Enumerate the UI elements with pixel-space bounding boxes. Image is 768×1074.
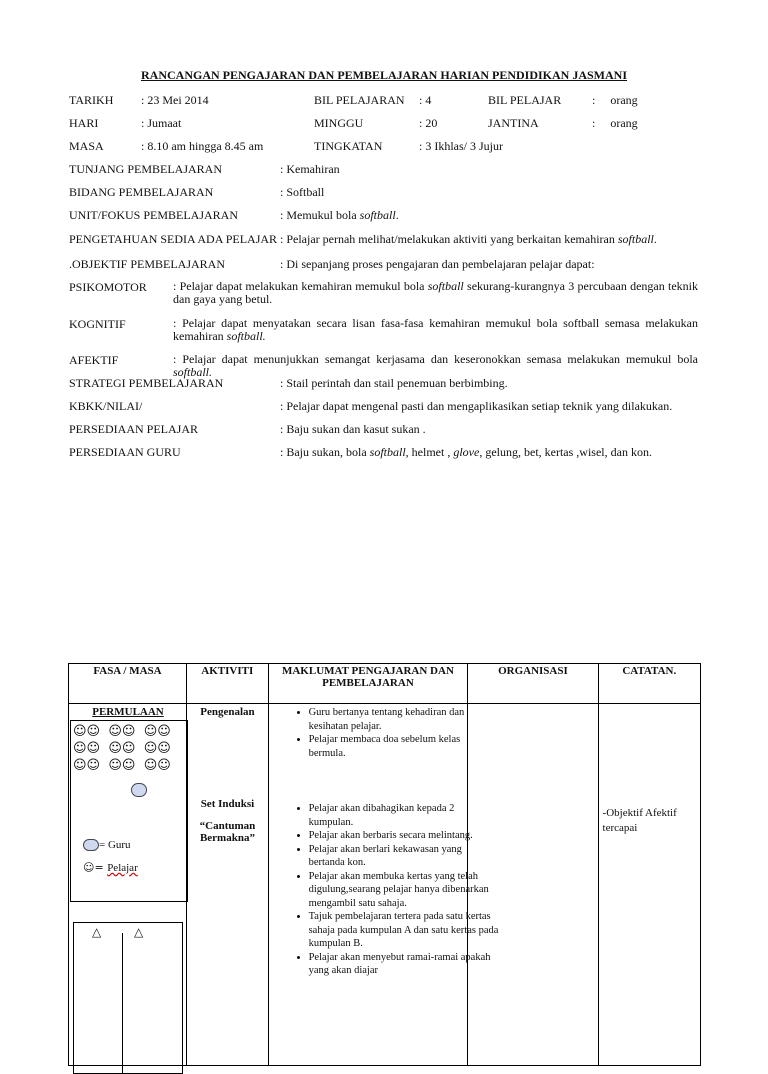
- table-row: [69, 704, 701, 1066]
- teacher-legend-icon: [83, 839, 99, 851]
- strategi-value: : Stail perintah dan stail penemuan berbimbing.: [280, 376, 508, 390]
- afektif-italic: softball.: [173, 365, 213, 379]
- persediaan-guru-italic-2: glove: [453, 445, 480, 459]
- catatan-cell: [598, 704, 700, 1066]
- header-organisasi: ORGANISASI: [468, 664, 598, 704]
- afektif-label: AFEKTIF: [69, 353, 119, 367]
- tarikh-value: : 23 Mei 2014: [141, 93, 209, 107]
- psikomotor-value: [173, 280, 698, 306]
- organisasi-cell: [468, 704, 598, 1066]
- persediaan-guru-text-c: , gelung, bet, kertas ,wisel, dan kon.: [479, 445, 652, 459]
- masa-value: : 8.10 am hingga 8.45 am: [141, 139, 264, 153]
- tunjang-label: TUNJANG PEMBELAJARAN: [69, 162, 223, 176]
- psikomotor-label: PSIKOMOTOR: [69, 280, 147, 294]
- bil-pelajaran-label: BIL PELAJARAN: [314, 93, 405, 107]
- persediaan-pelajar-value: : Baju sukan dan kasut sukan .: [280, 422, 426, 436]
- document-title: RANCANGAN PENGAJARAN DAN PEMBELAJARAN HARIAN PENDIDIKAN JASMANI: [141, 68, 627, 82]
- hari-value: : Jumaat: [141, 116, 182, 130]
- bil-pelajar-value: : orang: [592, 93, 638, 107]
- afektif-text: : Pelajar dapat menunjukkan semangat kerjasama dan keseronokkan semasa melakukan memukul bola: [173, 352, 698, 366]
- persediaan-guru-text-a: : Baju sukan, bola: [280, 445, 370, 459]
- table-header-row: [69, 664, 701, 704]
- list-item: • Pelajar akan menyebut ramai-ramai apakah yang akan diajar: [309, 951, 499, 978]
- phase-label: PERMULAAN: [92, 706, 164, 718]
- activity-cantuman: “Cantuman Bermakna”: [199, 820, 256, 844]
- list-item: • Pelajar akan membuka kertas yang telah digulung,searang pelajar hanya dibenarkan mengambil satu sahaja.: [309, 870, 499, 911]
- kognitif-label: KOGNITIF: [69, 317, 126, 331]
- induksi-list: [269, 802, 499, 978]
- objektif-value: : Di sepanjang proses pengajaran dan pembelajaran pelajar dapat:: [280, 257, 595, 271]
- activity-set-induksi: Set Induksi: [200, 798, 255, 810]
- fasa-cell: [69, 704, 187, 1066]
- activity-pengenalan: Pengenalan: [200, 706, 255, 718]
- hari-label: HARI: [69, 116, 99, 130]
- persediaan-guru-italic-1: softball: [369, 445, 406, 459]
- list-item: • Pelajar akan berlari kekawasan yang bertanda kon.: [309, 843, 499, 870]
- legend-guru: [83, 839, 131, 851]
- tingkatan-label: TINGKATAN: [314, 139, 383, 153]
- psikomotor-text-b: sekurang-kurangnya 3 percubaan dengan teknik dan gaya yang betul.: [173, 279, 698, 306]
- unit-value-text: : Memukul bola: [280, 208, 360, 222]
- kbkk-value: : Pelajar dapat mengenal pasti dan mengaplikasikan setiap teknik yang dilakukan.: [280, 399, 673, 413]
- catatan-note: -Objektif Afektif tercapai: [602, 807, 677, 834]
- pengetahuan-value-italic: softball: [617, 232, 654, 246]
- masa-label: MASA: [69, 139, 104, 153]
- bil-pelajaran-value: : 4: [419, 93, 432, 107]
- cone-icon: △: [92, 925, 102, 939]
- bidang-label: BIDANG PEMBELAJARAN: [69, 185, 214, 199]
- pengenalan-list: [269, 706, 499, 760]
- unit-label: UNIT/FOKUS PEMBELAJARAN: [69, 208, 239, 222]
- pengetahuan-label: PENGETAHUAN SEDIA ADA PELAJAR: [69, 232, 278, 246]
- student-legend-icon: ☺=: [83, 861, 108, 874]
- pengetahuan-value: : Pelajar pernah melihat/melakukan aktiviti yang berkaitan kemahiran softball.: [280, 232, 657, 246]
- tingkatan-value: : 3 Ikhlas/ 3 Jujur: [419, 139, 503, 153]
- kbkk-label: KBKK/NILAI/: [69, 399, 143, 413]
- bidang-value: : Softball: [280, 185, 325, 199]
- legend-pelajar: [83, 861, 138, 874]
- legend-pelajar-text: Pelajar: [107, 862, 138, 874]
- persediaan-pelajar-label: PERSEDIAAN PELAJAR: [69, 422, 199, 436]
- kognitif-text: : Pelajar dapat menyatakan secara lisan fasa-fasa kemahiran memukul bola softball semasa melakukan kemahiran: [173, 316, 698, 343]
- list-item: • Pelajar akan berbaris secara melintang.: [309, 829, 499, 843]
- legend-guru-text: = Guru: [99, 839, 131, 851]
- psikomotor-text-a: : Pelajar dapat melakukan kemahiran memukul bola: [173, 279, 428, 293]
- unit-value: : Memukul bola softball.: [280, 208, 399, 222]
- student-faces-grid: ☺☺ ☺☺ ☺☺ ☺☺ ☺☺ ☺☺ ☺☺ ☺☺ ☺☺: [73, 724, 171, 773]
- tarikh-label: TARIKH: [69, 93, 114, 107]
- kognitif-italic: softball.: [226, 329, 266, 343]
- court-line: [122, 933, 123, 1073]
- aktiviti-cell: [186, 704, 268, 1066]
- objektif-label: .OBJEKTIF PEMBELAJARAN: [69, 257, 226, 271]
- list-item: • Tajuk pembelajaran tertera pada satu kertas sahaja pada kumpulan A dan satu kertas pada kumpulan B.: [309, 910, 499, 951]
- formation-diagram: [70, 720, 188, 902]
- court-diagram: [73, 922, 183, 1074]
- unit-value-italic: softball: [359, 208, 396, 222]
- jantina-label: JANTINA: [488, 116, 539, 130]
- persediaan-guru-value: [280, 445, 652, 460]
- kognitif-value: [173, 317, 698, 343]
- header-catatan: CATATAN.: [598, 664, 700, 704]
- persediaan-guru-label: PERSEDIAAN GURU: [69, 445, 181, 459]
- psikomotor-italic: softball: [427, 279, 464, 293]
- minggu-value: : 20: [419, 116, 438, 130]
- lesson-table: [68, 663, 701, 1066]
- teacher-icon: [131, 783, 147, 797]
- jantina-value: : orang: [592, 116, 638, 130]
- pengetahuan-value-text: : Pelajar pernah melihat/melakukan aktiviti yang berkaitan kemahiran: [280, 232, 618, 246]
- list-item: • Guru bertanya tentang kehadiran dan kesihatan pelajar.: [309, 706, 499, 733]
- header-aktiviti: AKTIVITI: [186, 664, 268, 704]
- list-item: • Pelajar akan dibahagikan kepada 2 kumpulan.: [309, 802, 499, 829]
- strategi-label: STRATEGI PEMBELAJARAN: [69, 376, 224, 390]
- header-fasa: FASA / MASA: [69, 664, 187, 704]
- list-item: • Pelajar membaca doa sebelum kelas bermula.: [309, 733, 499, 760]
- minggu-label: MINGGU: [314, 116, 364, 130]
- cone-icon: △: [134, 925, 144, 939]
- tunjang-value: : Kemahiran: [280, 162, 340, 176]
- maklumat-cell: [268, 704, 499, 1066]
- persediaan-guru-text-b: , helmet ,: [405, 445, 454, 459]
- header-maklumat: MAKLUMAT PENGAJARAN DAN PEMBELAJARAN: [268, 664, 468, 704]
- bil-pelajar-label: BIL PELAJAR: [488, 93, 562, 107]
